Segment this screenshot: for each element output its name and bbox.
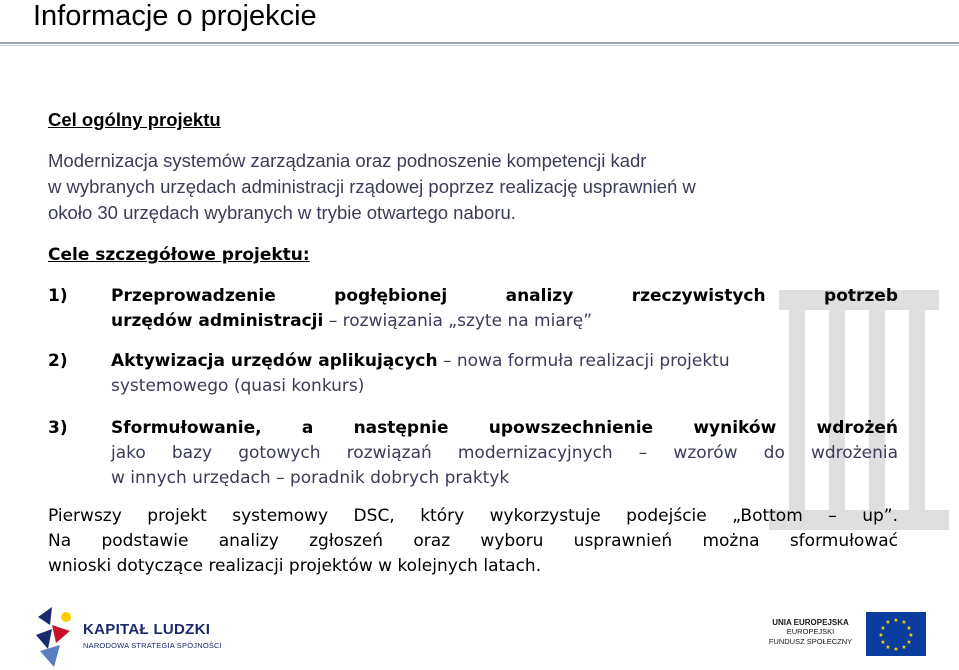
goal-item-text: – nowa formuła realizacji projektu xyxy=(437,351,730,371)
general-goal-line: Modernizacja systemów zarządzania oraz podnoszenie kompetencji kadr xyxy=(48,150,647,171)
goal-item-text: w innych urzędach – poradnik dobrych praktyk xyxy=(111,468,510,488)
general-goal-heading: Cel ogólny projektu xyxy=(48,109,221,130)
page-title: Informacje o projekcie xyxy=(33,0,317,32)
svg-text:★: ★ xyxy=(901,644,907,651)
closing-line: Pierwszy projekt systemowy DSC, który wykorzystuje podejście „Bottom – up”. xyxy=(48,506,898,526)
title-divider-secondary xyxy=(0,45,959,46)
eu-logo xyxy=(758,612,928,664)
eu-logo-line: EUROPEJSKI xyxy=(786,627,835,636)
goal-number: 1) xyxy=(48,286,68,306)
svg-text:★: ★ xyxy=(893,617,899,624)
closing-line: Na podstawie analizy zgłoszeń oraz wyboru usprawnień można sformułować xyxy=(48,531,898,551)
svg-text:★: ★ xyxy=(901,619,907,626)
goal-item-bold-text: Sformułowanie, a następnie upowszechnienie wyników wdrożeń xyxy=(111,418,898,438)
title-divider xyxy=(0,42,959,44)
svg-text:★: ★ xyxy=(908,632,914,639)
svg-text:★: ★ xyxy=(906,639,912,646)
goal-item-bold-text: Aktywizacja urzędów aplikujących xyxy=(111,351,438,371)
general-goal-line: około 30 urzędach wybranych w trybie otwartego naboru. xyxy=(48,202,516,223)
svg-text:★: ★ xyxy=(878,632,884,639)
goal-item-bold-text: urzędów administracji xyxy=(111,311,324,331)
eu-flag-icon xyxy=(866,612,926,656)
specific-goals-heading: Cele szczegółowe projektu: xyxy=(48,245,310,265)
goal-number: 3) xyxy=(48,418,68,438)
logo-title: KAPITAŁ LUDZKI xyxy=(83,621,211,638)
eu-logo-line: UNIA EUROPEJSKA xyxy=(772,618,849,627)
goal-item-bold-text: Przeprowadzenie pogłębionej analizy rzeczywistych potrzeb xyxy=(111,286,898,306)
general-goal-line: w wybranych urzędach administracji rządowej poprzez realizację usprawnień w xyxy=(48,176,696,197)
svg-text:★: ★ xyxy=(880,625,886,632)
kapital-ludzki-logo xyxy=(30,605,270,669)
svg-text:★: ★ xyxy=(880,639,886,646)
goal-item-text: systemowego (quasi konkurs) xyxy=(111,376,365,396)
closing-line: wnioski dotyczące realizacji projektów w kolejnych latach. xyxy=(48,556,542,576)
goal-number: 2) xyxy=(48,351,68,371)
svg-text:★: ★ xyxy=(893,646,899,653)
closing-paragraph xyxy=(48,504,898,579)
eu-logo-line: FUNDUSZ SPOŁECZNY xyxy=(768,637,853,646)
kapital-ludzki-emblem-icon xyxy=(30,605,80,669)
svg-text:★: ★ xyxy=(885,619,891,626)
svg-text:★: ★ xyxy=(885,644,891,651)
logo-subtitle: NARODOWA STRATEGIA SPÓJNOŚCI xyxy=(83,641,222,650)
general-goal-text xyxy=(48,148,898,226)
svg-text:★: ★ xyxy=(906,625,912,632)
goal-item-text: – rozwiązania „szyte na miarę” xyxy=(323,311,593,331)
goal-item-text: jako bazy gotowych rozwiązań modernizacyjnych – wzorów do wdrożenia xyxy=(111,443,898,463)
